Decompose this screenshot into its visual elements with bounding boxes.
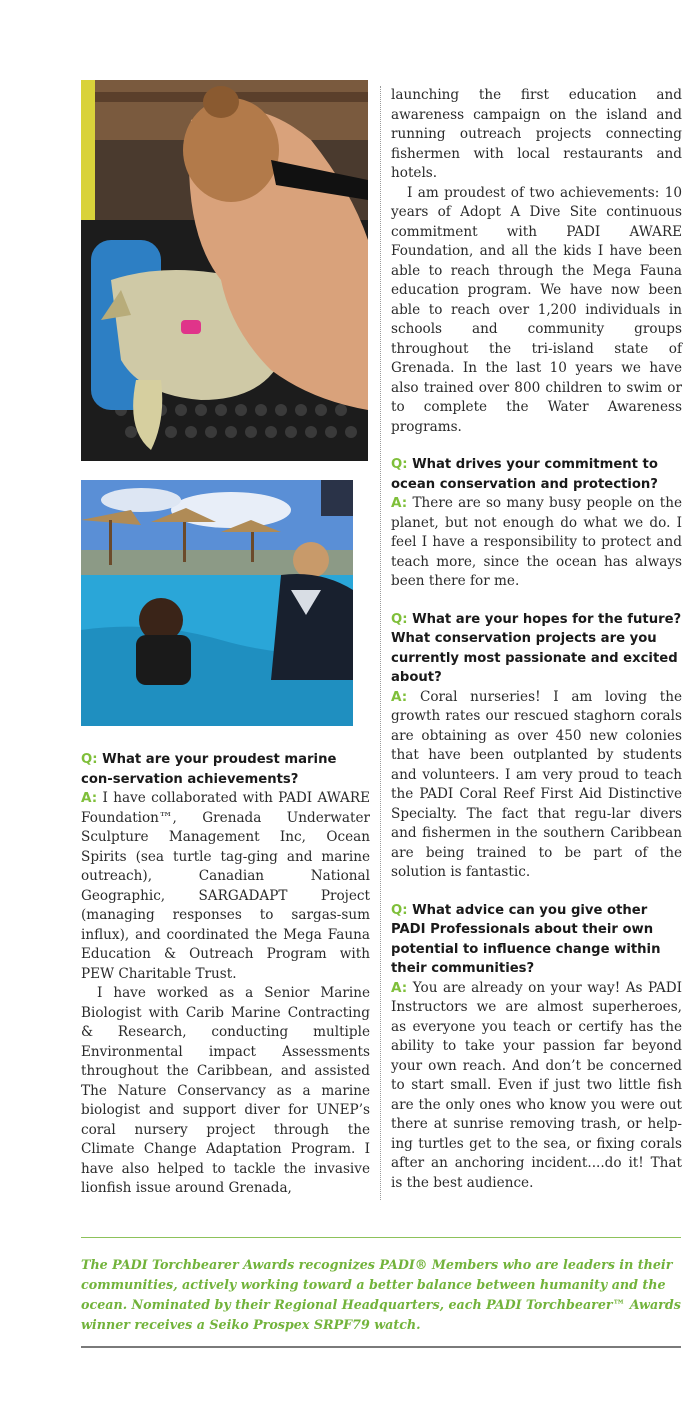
body-paragraph-continued: launching the first education and awareness campaign on the island and running outreach projects connecting fishermen with local restaurants and hotels. [391, 87, 682, 181]
question-marker: Q: [391, 902, 408, 918]
answer-text: I have collaborated with PADI AWARE Foundation™, Grenada Underwater Sculpture Management Inc, Ocean Spirits (sea turtle tag-ging and marine outreach), Canadian National Geographic, SARGADAPT Project (managing responses to sargas-sum influx), and coordinated the Mega Fauna Education & Outreach Program with PEW Charitable Trust. [81, 790, 371, 982]
answer-marker: A: [391, 688, 408, 705]
answer-marker: A: [391, 979, 408, 996]
answer-paragraph [391, 494, 682, 592]
answer-text: You are already on your way! As PADI Instructors we are almost superheroes, as everyone you teach or certify has the ability to take your passion far beyond your own reach. And don’t be concerned to start small. Even if just two little fish are the only ones who know you were out there at sunrise removing trash, or help-ing turtles get to the sea, or fixing corals after an anchoring incident....do it! That is the best audience. [391, 979, 682, 1191]
diver-with-sea-turtle-photo [81, 80, 368, 461]
question-marker: Q: [81, 752, 98, 767]
answer-marker: A: [391, 495, 408, 511]
question-text: What are your proudest marine con-servation achievements? [81, 752, 337, 787]
question-advice-for-professionals [391, 901, 682, 1194]
question-marker: Q: [391, 457, 408, 472]
question-text: What are your hopes for the future? What conservation projects are you currently most passionate and excited about? [391, 611, 682, 685]
turtle-photo-illustration [81, 80, 368, 461]
question-text: What advice can you give other PADI Professionals about their own potential to influence change within their communities? [391, 902, 661, 976]
answer-text: There are so many busy people on the planet, but not enough do what we do. I feel I have a responsibility to protect and teach more, since the ocean has always been there for me. [391, 495, 683, 589]
footnote-bottom-rule [81, 1346, 681, 1348]
answer-paragraph [391, 979, 682, 1194]
footnote-top-rule [81, 1237, 681, 1238]
torchbearer-awards-footnote: The PADI Torchbearer Awards recognizes PADI® Members who are leaders in their communities, actively working toward a better balance between humanity and the ocean. Nominated by their Regional Headquarters, each PADI Torchbearer™ Awards winner receives a Seiko Prospex SRPF79 watch. [81, 1257, 681, 1332]
body-paragraph: I have worked as a Senior Marine Biologist with Carib Marine Contracting & Research, conducting multiple Environmental impact Assessments throughout the Caribbean, and assisted The Nature Conservancy as a marine biologist and support diver for UNEP’s coral nursery project through the Climate Change Adaptation Program. I have also helped to tackle the invasive lionfish issue around Grenada, [81, 985, 370, 1196]
answer-text: Coral nurseries! I am loving the growth rates our rescued staghorn corals are obtaining as over 450 new colonies that have been outplanted by students and volunteers. I am very proud to teach the PADI Coral Reef First Aid Distinctive Specialty. The fact that regu-lar divers and fishermen in the southern Caribbean are being trained to be part of the solution is fantastic. [391, 688, 682, 880]
answer-marker: A: [81, 790, 98, 806]
question-marker: Q: [391, 611, 408, 627]
question-commitment-drivers [391, 455, 682, 592]
right-column [391, 86, 682, 1193]
question-text: What drives your commitment to ocean conservation and protection? [391, 457, 658, 492]
answer-paragraph [391, 688, 682, 883]
question-proudest-achievements [81, 750, 370, 1199]
body-paragraph: I am proudest of two achievements: 10 years of Adopt A Dive Site continuous commitment with PADI AWARE Foundation, and all the kids I have been able to reach through the Mega Fauna education program. We have now been able to reach over 1,200 individuals in schools and community groups throughout the tri-island state of Grenada. In the last 10 years we have also trained over 800 children to swim or to complete the Water Awareness programs. [391, 184, 682, 435]
child-scuba-pool-lesson-photo [81, 480, 353, 726]
answer-paragraph [81, 789, 370, 984]
pool-photo-illustration [81, 480, 353, 726]
column-divider [380, 86, 381, 1200]
left-column [81, 80, 370, 1199]
question-hopes-for-future [391, 610, 682, 883]
